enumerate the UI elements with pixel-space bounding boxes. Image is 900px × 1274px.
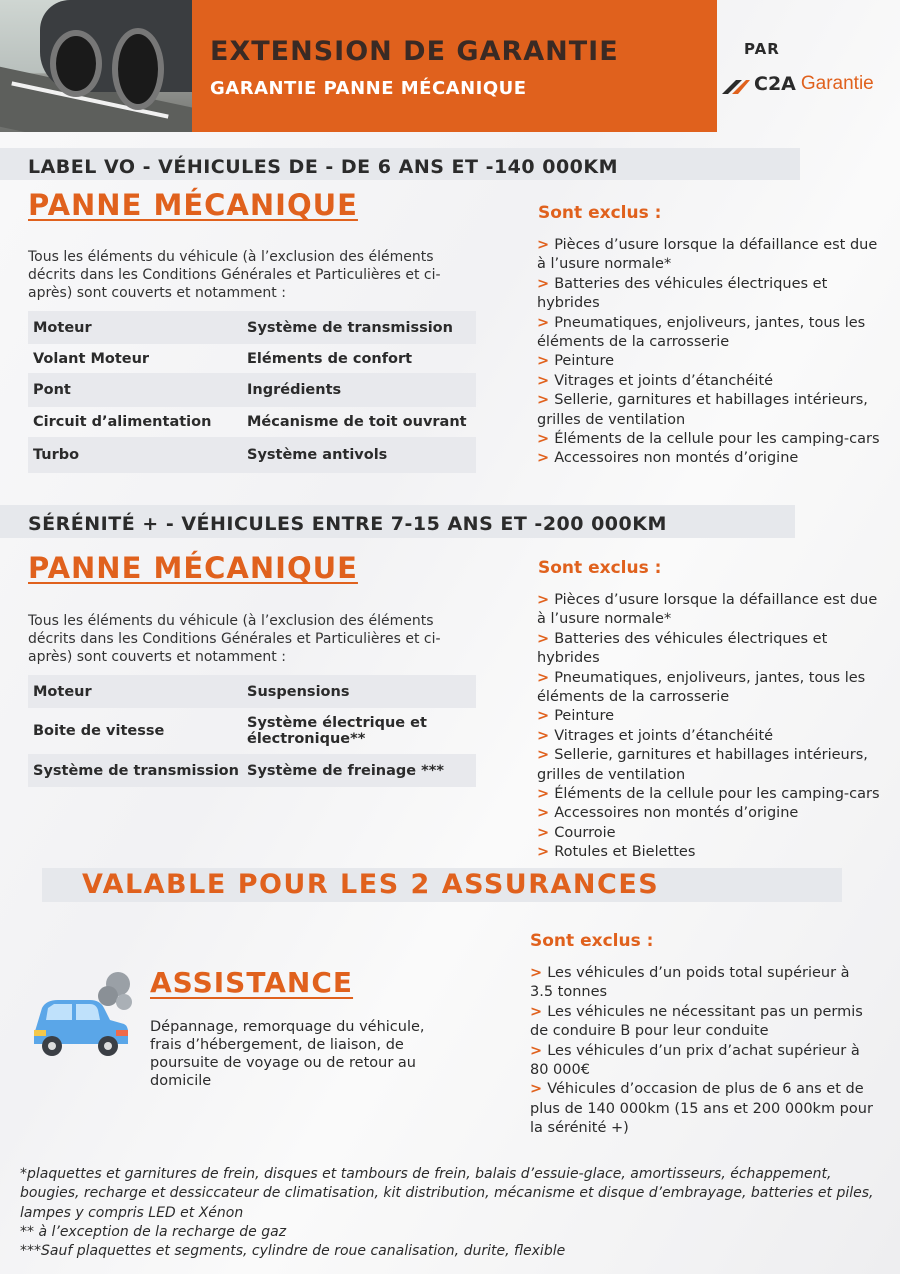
list-item: > Éléments de la cellule pour les camping-cars (537, 431, 880, 448)
section2-bar (0, 505, 795, 538)
table-row (28, 675, 476, 708)
table-row (28, 708, 476, 754)
coverage-cell: Eléments de confort (247, 350, 413, 367)
valable-banner (42, 868, 842, 902)
assistance-title: ASSISTANCE (150, 966, 354, 999)
list-item: > Batteries des véhicules électriques et hybrides (537, 275, 828, 312)
footnotes (20, 1165, 880, 1261)
section1-exclusions-title: Sont exclus : (538, 203, 662, 223)
header-subtitle: GARANTIE PANNE MÉCANIQUE (210, 78, 527, 99)
coverage-cell: Système antivols (242, 437, 476, 473)
logo-c2a-text: C2A (754, 73, 796, 95)
coverage-cell: Moteur (28, 311, 242, 344)
section1-exclusions-list (537, 236, 882, 469)
list-item: > Rotules et Bielettes (537, 844, 696, 861)
list-item: > Pièces d’usure lorsque la défaillance est due à l’usure normale* (537, 592, 878, 628)
list-item: > Les véhicules ne nécessitant pas un permis de conduire B pour leur conduite (530, 1003, 863, 1040)
list-item: > Les véhicules d’un prix d’achat supérieur à 80 000€ (530, 1042, 860, 1079)
assistance-exclusions-title: Sont exclus : (530, 931, 654, 951)
table-row (28, 311, 476, 344)
section2-panne-title: PANNE MÉCANIQUE (28, 551, 358, 585)
list-item: > Sellerie, garnitures et habillages intérieurs, grilles de ventilation (537, 392, 868, 428)
list-item: > Les véhicules d’un poids total supérieur à 3.5 tonnes (530, 965, 850, 1001)
c2a-logo-icon (722, 74, 750, 94)
assistance-exclusions-list (530, 964, 875, 1139)
coverage-cell: Système de freinage *** (242, 754, 476, 787)
coverage-cell: Système électrique et électronique** (247, 715, 427, 747)
table-row (28, 754, 476, 787)
list-item: > Peinture (537, 353, 615, 370)
coverage-cell: Turbo (28, 437, 242, 473)
coverage-cell: Mécanisme de toit ouvrant (247, 414, 467, 430)
list-item: > Véhicules d’occasion de plus de 6 ans et de plus de 140 000km (15 ans et 200 000km pour la sérénité +) (530, 1081, 873, 1137)
section1-coverage-table (28, 311, 476, 473)
list-item: > Vitrages et joints d’étanchéité (537, 372, 774, 389)
section2-coverage-table (28, 675, 476, 787)
par-label: PAR (744, 40, 780, 58)
section1-intro: Tous les éléments du véhicule (à l’exclusion des éléments décrits dans les Conditions Générales et Particulières et ci-après) sont couverts et notamment : (28, 249, 441, 301)
section2-exclusions-list (537, 591, 882, 863)
coverage-cell: Volant Moteur (33, 350, 150, 367)
logo-garantie-text: Garantie (800, 73, 874, 94)
table-row (28, 373, 476, 407)
list-item: > Accessoires non montés d’origine (537, 805, 799, 822)
table-row (28, 344, 476, 373)
list-item: > Sellerie, garnitures et habillages intérieurs, grilles de ventilation (537, 747, 868, 783)
list-item: > Pneumatiques, enjoliveurs, jantes, tous les éléments de la carrosserie (537, 314, 866, 351)
footnote: *plaquettes et garnitures de frein, disques et tambours de frein, balais d’essuie-glace, amortisseurs, échappement, bougies, recharge et dessiccateur de climatisation, kit distribution, mécanisme et disque d’embrayage, batteries et piles, lampes y compris LED et Xénon (20, 1166, 874, 1221)
section1-bar (0, 148, 800, 180)
section1-bar-label: LABEL VO - VÉHICULES DE - DE 6 ANS ET -140 000KM (28, 156, 619, 178)
list-item: > Courroie (537, 824, 616, 841)
section2-exclusions-title: Sont exclus : (538, 558, 662, 578)
list-item: > Pièces d’usure lorsque la défaillance est due à l’usure normale* (537, 237, 878, 273)
header-car-photo (0, 0, 192, 132)
list-item: > Pneumatiques, enjoliveurs, jantes, tous les éléments de la carrosserie (537, 669, 866, 706)
list-item: > Batteries des véhicules électriques et hybrides (537, 630, 828, 667)
broken-car-icon (28, 968, 133, 1063)
coverage-cell: Système de transmission (28, 754, 242, 787)
section2-intro: Tous les éléments du véhicule (à l’exclusion des éléments décrits dans les Conditions Générales et Particulières et ci-après) sont couverts et notamment : (28, 613, 441, 665)
assistance-description: Dépannage, remorquage du véhicule, frais d’hébergement, de liaison, de poursuite de voyage ou de retour au domicile (150, 1019, 425, 1089)
list-item: > Peinture (537, 708, 615, 725)
coverage-cell: Moteur (28, 675, 242, 708)
header-title: EXTENSION DE GARANTIE (210, 36, 619, 67)
footnote: ** à l’exception de la recharge de gaz (20, 1223, 287, 1240)
table-row (28, 437, 476, 473)
list-item: > Éléments de la cellule pour les camping-cars (537, 786, 880, 803)
list-item: > Vitrages et joints d’étanchéité (537, 727, 774, 744)
section1-panne-title: PANNE MÉCANIQUE (28, 188, 358, 222)
c2a-logo (722, 70, 874, 98)
coverage-cell: Boite de vitesse (33, 723, 165, 739)
coverage-cell: Système de transmission (242, 311, 476, 344)
table-row (28, 407, 476, 437)
coverage-cell: Ingrédients (242, 373, 476, 407)
footnote: ***Sauf plaquettes et segments, cylindre de roue canalisation, durite, flexible (20, 1243, 566, 1260)
coverage-cell: Pont (28, 373, 242, 407)
valable-label: VALABLE POUR LES 2 ASSURANCES (82, 869, 660, 900)
section2-bar-label: SÉRÉNITÉ + - VÉHICULES ENTRE 7-15 ANS ET -200 000KM (28, 513, 667, 535)
coverage-cell: Circuit d’alimentation (33, 414, 212, 430)
coverage-cell: Suspensions (242, 675, 476, 708)
list-item: > Accessoires non montés d’origine (537, 450, 799, 467)
